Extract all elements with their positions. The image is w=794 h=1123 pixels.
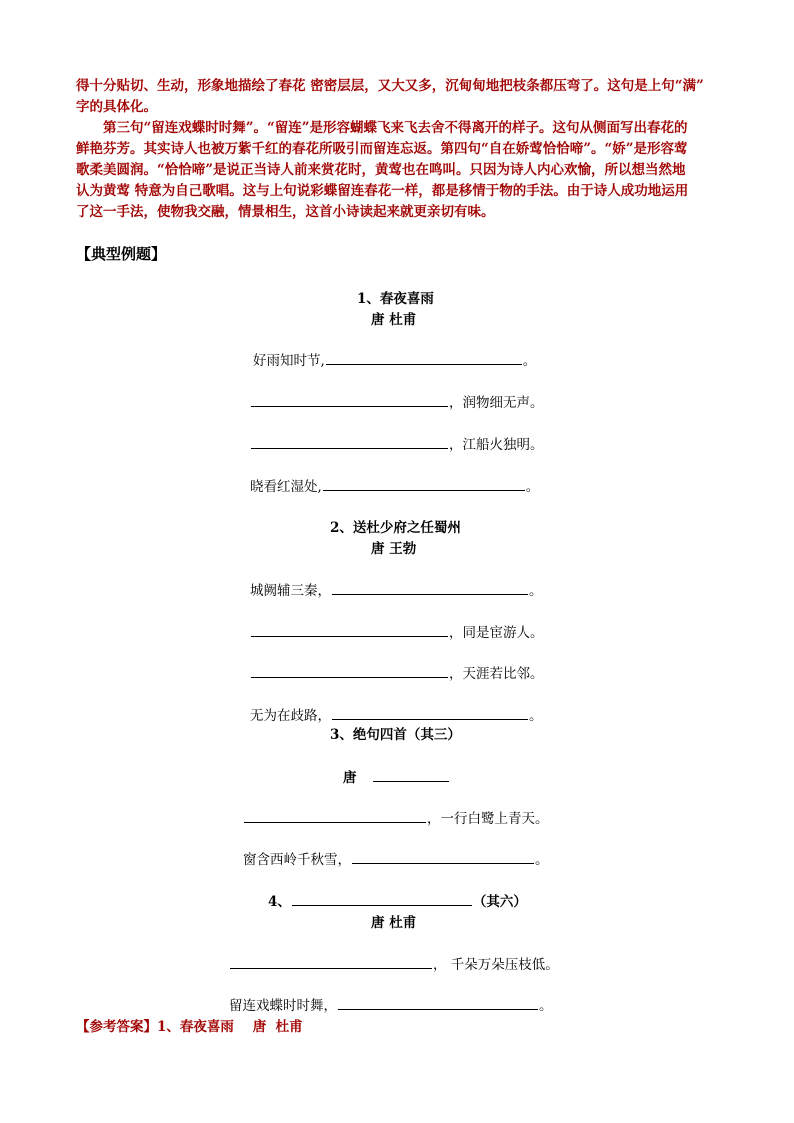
answer-blank[interactable]: [338, 1008, 538, 1010]
title-blank[interactable]: [292, 904, 472, 906]
poem-3-line-1: [243, 807, 549, 827]
author-dynasty: 唐: [343, 770, 357, 786]
line-prefix: 无为在歧路，: [250, 708, 331, 724]
answer-blank[interactable]: [332, 718, 528, 720]
answer-blank[interactable]: [251, 447, 448, 449]
line-suffix: ，润物细无声。: [449, 395, 544, 411]
poem-1-line-3: [250, 433, 544, 453]
line-suffix: 。: [535, 852, 549, 868]
intro-line-3: 第三句“留连戏蝶时时舞”。“留连”是形容蝴蝶飞来飞去舍不得离开的样子。这句从侧面写出春花的: [103, 120, 688, 136]
poem-2-line-4: [250, 704, 543, 724]
title-suffix: （其六）: [472, 894, 527, 910]
line-suffix: ，江船火独明。: [449, 437, 544, 453]
answer-blank[interactable]: [244, 821, 426, 823]
poem-2-line-1: [250, 579, 543, 599]
answer-label: 【参考答案】: [76, 1019, 157, 1035]
poem-2-line-2: [250, 621, 544, 641]
poem-1-line-4: [250, 475, 539, 495]
line-suffix: 。: [525, 479, 540, 495]
line-suffix: ，一行白鹭上青天。: [427, 811, 549, 827]
poem-2-author: 唐 王勃: [371, 541, 417, 557]
reference-answer: [76, 1015, 303, 1035]
poem-3-title: 3、绝句四首（其三）: [330, 727, 461, 743]
intro-line-1: 得十分贴切、生动，形象地描绘了春花 密密层层，又大又多，沉甸甸地把枝条都压弯了。这句是上句“满”: [76, 78, 704, 94]
line-suffix: 。: [529, 583, 543, 599]
line-suffix: 。: [539, 998, 553, 1014]
answer-text: 1、春夜喜雨 唐 杜甫: [157, 1019, 303, 1035]
answer-blank[interactable]: [332, 593, 528, 595]
intro-line-2: 字的具体化。: [76, 99, 157, 115]
line-suffix: ，同是宦游人。: [449, 625, 544, 641]
poem-4-author: 唐 杜甫: [371, 915, 417, 931]
poem-1-line-2: [250, 391, 544, 411]
answer-blank[interactable]: [326, 363, 522, 365]
poem-4-line-1: [229, 953, 559, 973]
poem-4-line-2: [229, 994, 553, 1014]
line-suffix: 。: [529, 708, 543, 724]
line-suffix: ，天涯若比邻。: [449, 666, 544, 682]
poem-2-line-3: [250, 662, 544, 682]
author-blank[interactable]: [373, 780, 449, 782]
intro-line-4: 鲜艳芬芳。其实诗人也被万紫千红的春花所吸引而留连忘返。第四句“自在娇莺恰恰啼”。“娇”是形容莺: [76, 141, 688, 157]
line-prefix: 城阙辅三秦，: [250, 583, 331, 599]
title-prefix: 4、: [268, 894, 291, 910]
line-prefix: 好雨知时节,: [253, 353, 325, 369]
answer-blank[interactable]: [352, 862, 534, 864]
line-prefix: 留连戏蝶时时舞，: [229, 998, 337, 1014]
intro-line-5: 歌柔美圆润。“恰恰啼”是说正当诗人前来赏花时，黄莺也在鸣叫。只因为诗人内心欢愉，所以想当然地: [76, 162, 686, 178]
poem-3-author: [343, 766, 450, 786]
line-suffix: ， 千朵万朵压枝低。: [433, 957, 559, 973]
poem-2-title: 2、送杜少府之任蜀州: [330, 520, 461, 536]
poem-4-title: [268, 890, 527, 910]
poem-1-line-1: [253, 349, 536, 369]
answer-blank[interactable]: [251, 676, 448, 678]
poem-1-title: 1、春夜喜雨: [357, 291, 434, 307]
answer-blank[interactable]: [323, 489, 525, 491]
intro-line-7: 了这一手法，使物我交融，情景相生，这首小诗读起来就更亲切有味。: [76, 204, 495, 220]
answer-blank[interactable]: [251, 635, 448, 637]
line-prefix: 晓看红湿处,: [250, 479, 322, 495]
answer-blank[interactable]: [230, 967, 432, 969]
section-heading: 【典型例题】: [76, 245, 167, 263]
poem-1-author: 唐 杜甫: [371, 312, 417, 328]
intro-line-6: 认为黄莺 特意为自己歌唱。这与上句说彩蝶留连春花一样，都是移情于物的手法。由于诗人成功地运用: [76, 183, 689, 199]
answer-blank[interactable]: [251, 405, 448, 407]
line-prefix: 窗含西岭千秋雪，: [243, 852, 351, 868]
line-suffix: 。: [522, 353, 537, 369]
poem-3-line-2: [243, 848, 549, 868]
